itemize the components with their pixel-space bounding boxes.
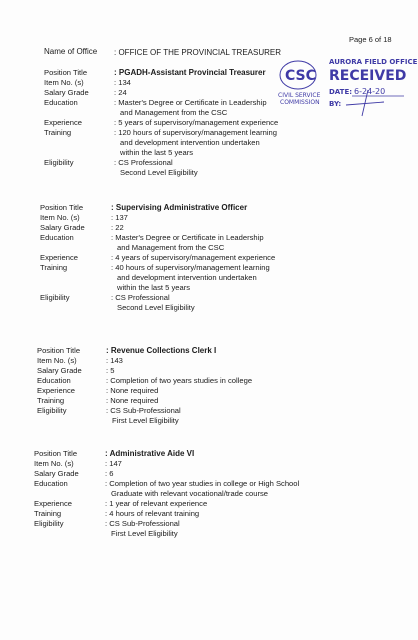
salary-grade-label: Salary Grade: [44, 88, 89, 97]
eligibility-line: : CS Professional: [111, 293, 275, 303]
field-labels: [34, 449, 79, 529]
eligibility-label: Eligibility: [34, 519, 64, 528]
eligibility-line: : CS Sub-Professional: [105, 519, 299, 529]
office-label: Name of Office: [44, 47, 98, 56]
position-title: : Supervising Administrative Officer: [111, 203, 275, 213]
experience: : 4 years of supervisory/management experience: [111, 253, 275, 263]
stamp-right-big: RECEIVED: [329, 68, 407, 84]
experience: : 5 years of supervisory/management experience: [114, 118, 278, 128]
training-line: : 120 hours of supervisory/management learning: [114, 128, 278, 138]
salary-grade-label: Salary Grade: [34, 469, 79, 478]
item-no: : 143: [106, 356, 252, 366]
eligibility-line: Second Level Eligibility: [117, 303, 195, 312]
training-label: Training: [34, 509, 62, 518]
education-line: : Master's Degree or Certificate in Leadership: [114, 98, 278, 108]
education-label: Education: [34, 479, 68, 488]
stamp-left-line-2: COMMISSION: [280, 99, 320, 106]
education-line: and Management from the CSC: [120, 108, 228, 117]
item-no-label: Item No. (s): [40, 213, 80, 222]
item-no-label: Item No. (s): [34, 459, 74, 468]
eligibility-line: First Level Eligibility: [112, 416, 179, 425]
salary-grade-label: Salary Grade: [40, 223, 85, 232]
education-line: Graduate with relevant vocational/trade course: [111, 489, 269, 498]
field-values: [114, 68, 278, 178]
position-title-label: Position Title: [44, 68, 88, 77]
stamp-logo: CSC: [285, 68, 316, 84]
office-name: : OFFICE OF THE PROVINCIAL TREASURER: [114, 48, 281, 57]
field-values: [106, 346, 252, 426]
salary-grade: : 22: [111, 223, 275, 233]
field-labels: [40, 203, 85, 303]
item-no-label: Item No. (s): [37, 356, 77, 365]
eligibility-line: : CS Professional: [114, 158, 278, 168]
position-title-label: Position Title: [40, 203, 84, 212]
page-number: Page 6 of 18: [349, 35, 392, 44]
item-no-label: Item No. (s): [44, 78, 84, 87]
experience-label: Experience: [40, 253, 78, 262]
eligibility-line: : CS Sub-Professional: [106, 406, 252, 416]
position-title: : PGADH-Assistant Provincial Treasurer: [114, 68, 278, 78]
salary-grade-label: Salary Grade: [37, 366, 82, 375]
eligibility-line: First Level Eligibility: [111, 529, 178, 538]
training-line: : 4 hours of relevant training: [105, 509, 299, 519]
eligibility-label: Eligibility: [37, 406, 67, 415]
education-line: : Completion of two year studies in college or High School: [105, 479, 299, 489]
field-labels: [37, 346, 82, 416]
training-line: within the last 5 years: [117, 283, 191, 292]
education-label: Education: [40, 233, 74, 242]
training-label: Training: [37, 396, 65, 405]
salary-grade: : 6: [105, 469, 299, 479]
training-line: : 40 hours of supervisory/management learning: [111, 263, 275, 273]
experience: : 1 year of relevant experience: [105, 499, 299, 509]
field-values: [111, 203, 275, 313]
stamp-date-label: DATE:: [329, 88, 353, 96]
item-no: : 134: [114, 78, 278, 88]
stamp-date-value: 6-24-20: [354, 87, 386, 96]
field-values: [105, 449, 299, 539]
eligibility-label: Eligibility: [44, 158, 74, 167]
experience-label: Experience: [37, 386, 75, 395]
position-title-label: Position Title: [34, 449, 78, 458]
training-line: and development intervention undertaken: [120, 138, 260, 147]
training-label: Training: [44, 128, 72, 137]
received-stamp: [276, 50, 418, 120]
education-line: : Master's Degree or Certificate in Leadership: [111, 233, 275, 243]
education-line: : Completion of two years studies in college: [106, 376, 252, 386]
position-title: : Administrative Aide VI: [105, 449, 299, 459]
position-title: : Revenue Collections Clerk I: [106, 346, 252, 356]
eligibility-label: Eligibility: [40, 293, 70, 302]
salary-grade: : 5: [106, 366, 252, 376]
position-title-label: Position Title: [37, 346, 81, 355]
experience-label: Experience: [34, 499, 72, 508]
training-label: Training: [40, 263, 68, 272]
stamp-right-title: AURORA FIELD OFFICE: [329, 58, 418, 66]
item-no: : 137: [111, 213, 275, 223]
stamp-graphic: [276, 50, 418, 120]
training-line: within the last 5 years: [120, 148, 194, 157]
training-line: and development intervention undertaken: [117, 273, 257, 282]
education-label: Education: [44, 98, 78, 107]
item-no: : 147: [105, 459, 299, 469]
experience-label: Experience: [44, 118, 82, 127]
field-labels: [44, 68, 89, 168]
experience: : None required: [106, 386, 252, 396]
stamp-left-line-1: CIVIL SERVICE: [278, 92, 321, 99]
training-line: : None required: [106, 396, 252, 406]
salary-grade: : 24: [114, 88, 278, 98]
eligibility-line: Second Level Eligibility: [120, 168, 198, 177]
education-label: Education: [37, 376, 71, 385]
education-line: and Management from the CSC: [117, 243, 225, 252]
stamp-by-label: BY:: [329, 100, 342, 108]
